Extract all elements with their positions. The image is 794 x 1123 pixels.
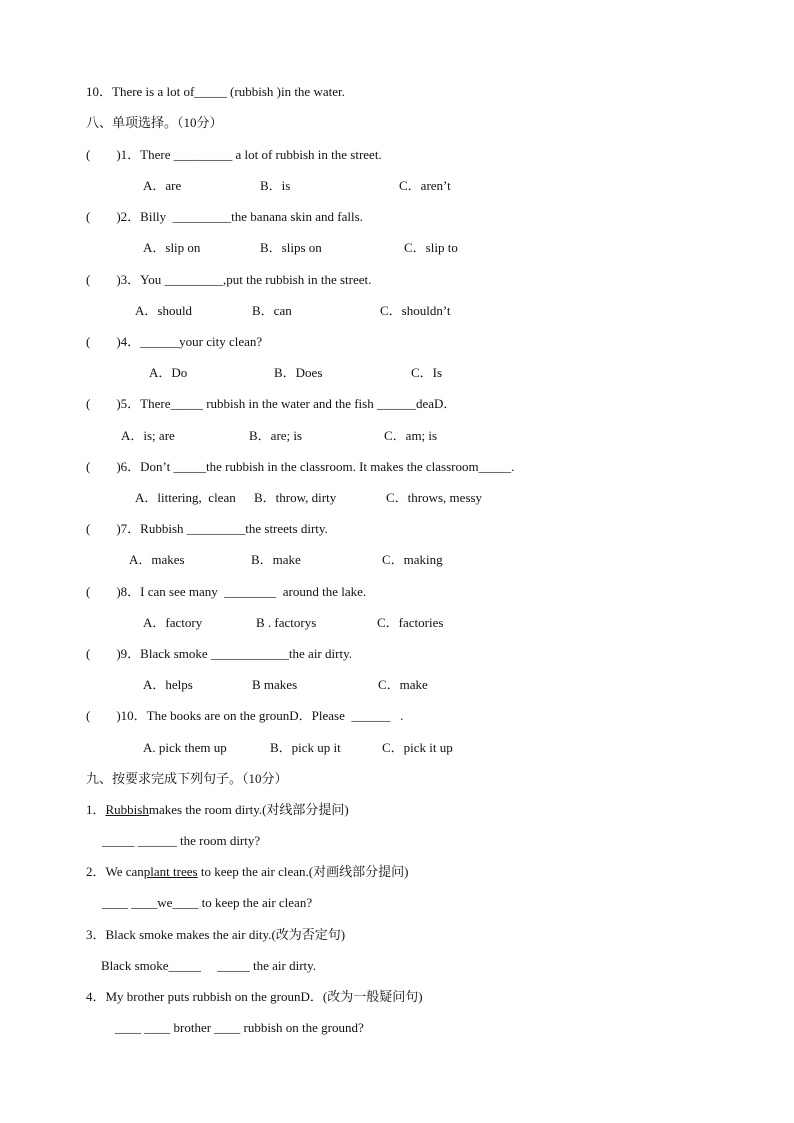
mc-question-6: ( )6．Don’t _____the rubbish in the classroom. It makes the classroom_____. (86, 459, 515, 474)
mc-2-option-a: A．slip on (143, 240, 201, 255)
mc-question-3: ( )3．You _________,put the rubbish in the street. (86, 272, 372, 287)
mc-3-option-c: C．shouldn’t (380, 303, 451, 318)
mc-7-option-c: C．making (382, 552, 443, 567)
rewrite-1-number: 1． (86, 802, 106, 817)
mc-7-option-a: A．makes (129, 552, 185, 567)
mc-4-option-b: B．Does (274, 365, 323, 380)
rewrite-answer-2: ____ ____we____ to keep the air clean? (102, 895, 313, 910)
rewrite-1-underlined-word: Rubbish (105, 802, 149, 817)
section-9-heading: 九、按要求完成下列句子。（10分） (86, 771, 288, 786)
question-10-rubbish: 10．There is a lot of_____ (rubbish )in the water. (86, 84, 345, 99)
mc-question-1: ( )1．There _________ a lot of rubbish in the street. (86, 147, 382, 162)
mc-4-option-a: A．Do (149, 365, 188, 380)
mc-10-option-b: B．pick up it (270, 740, 341, 755)
mc-2-option-c: C．slip to (404, 240, 458, 255)
mc-1-option-a: A．are (143, 178, 182, 193)
mc-5-option-b: B．are; is (249, 428, 303, 443)
rewrite-question-1 (86, 802, 349, 818)
mc-1-option-c: C．aren’t (399, 178, 451, 193)
mc-question-2: ( )2．Billy _________the banana skin and falls. (86, 209, 363, 224)
mc-10-option-a: A. pick them up (143, 740, 227, 755)
rewrite-question-2 (86, 864, 408, 880)
mc-3-option-b: B．can (252, 303, 292, 318)
mc-8-option-a: A．factory (143, 615, 203, 630)
mc-question-5: ( )5．There_____ rubbish in the water and the fish ______deaD． (86, 396, 457, 411)
rewrite-answer-1: _____ ______ the room dirty? (102, 833, 261, 848)
rewrite-question-4: 4．My brother puts rubbish on the grounD．(改为一般疑问句) (86, 989, 423, 1004)
mc-6-option-b: B．throw, dirty (254, 490, 337, 505)
rewrite-1-rest: makes the room dirty.(对线部分提问) (148, 802, 349, 817)
mc-8-option-b: B . factorys (256, 615, 317, 630)
mc-8-option-c: C．factories (377, 615, 444, 630)
mc-question-7: ( )7．Rubbish _________the streets dirty. (86, 521, 328, 536)
mc-4-option-c: C．Is (411, 365, 443, 380)
mc-6-option-c: C．throws, messy (386, 490, 483, 505)
rewrite-question-3: 3．Black smoke makes the air dity.(改为否定句) (86, 927, 346, 942)
mc-question-10: ( )10．The books are on the grounD．Please ______ . (86, 708, 404, 723)
mc-5-option-c: C．am; is (384, 428, 438, 443)
mc-question-4: ( )4．______your city clean? (86, 334, 263, 349)
mc-2-option-b: B．slips on (260, 240, 322, 255)
mc-6-option-a: A．littering, clean (135, 490, 236, 505)
mc-7-option-b: B．make (251, 552, 301, 567)
mc-10-option-c: C．pick it up (382, 740, 453, 755)
rewrite-answer-4: ____ ____ brother ____ rubbish on the ground? (115, 1020, 364, 1035)
mc-1-option-b: B．is (260, 178, 291, 193)
rewrite-2-rest: to keep the air clean.(对画线部分提问) (197, 864, 409, 879)
mc-9-option-a: A．helps (143, 677, 193, 692)
section-8-heading: 八、单项选择。（10分） (86, 115, 223, 130)
mc-9-option-b: B makes (252, 677, 298, 692)
rewrite-2-underlined-phrase: plant trees (143, 864, 198, 879)
mc-question-9: ( )9．Black smoke ____________the air dirty. (86, 646, 352, 661)
rewrite-answer-3: Black smoke_____ _____ the air dirty. (101, 958, 317, 973)
mc-9-option-c: C．make (378, 677, 428, 692)
mc-5-option-a: A．is; are (121, 428, 175, 443)
mc-3-option-a: A．should (135, 303, 193, 318)
rewrite-2-start: 2．We can (86, 864, 144, 879)
mc-question-8: ( )8．I can see many ________ around the lake. (86, 584, 367, 599)
